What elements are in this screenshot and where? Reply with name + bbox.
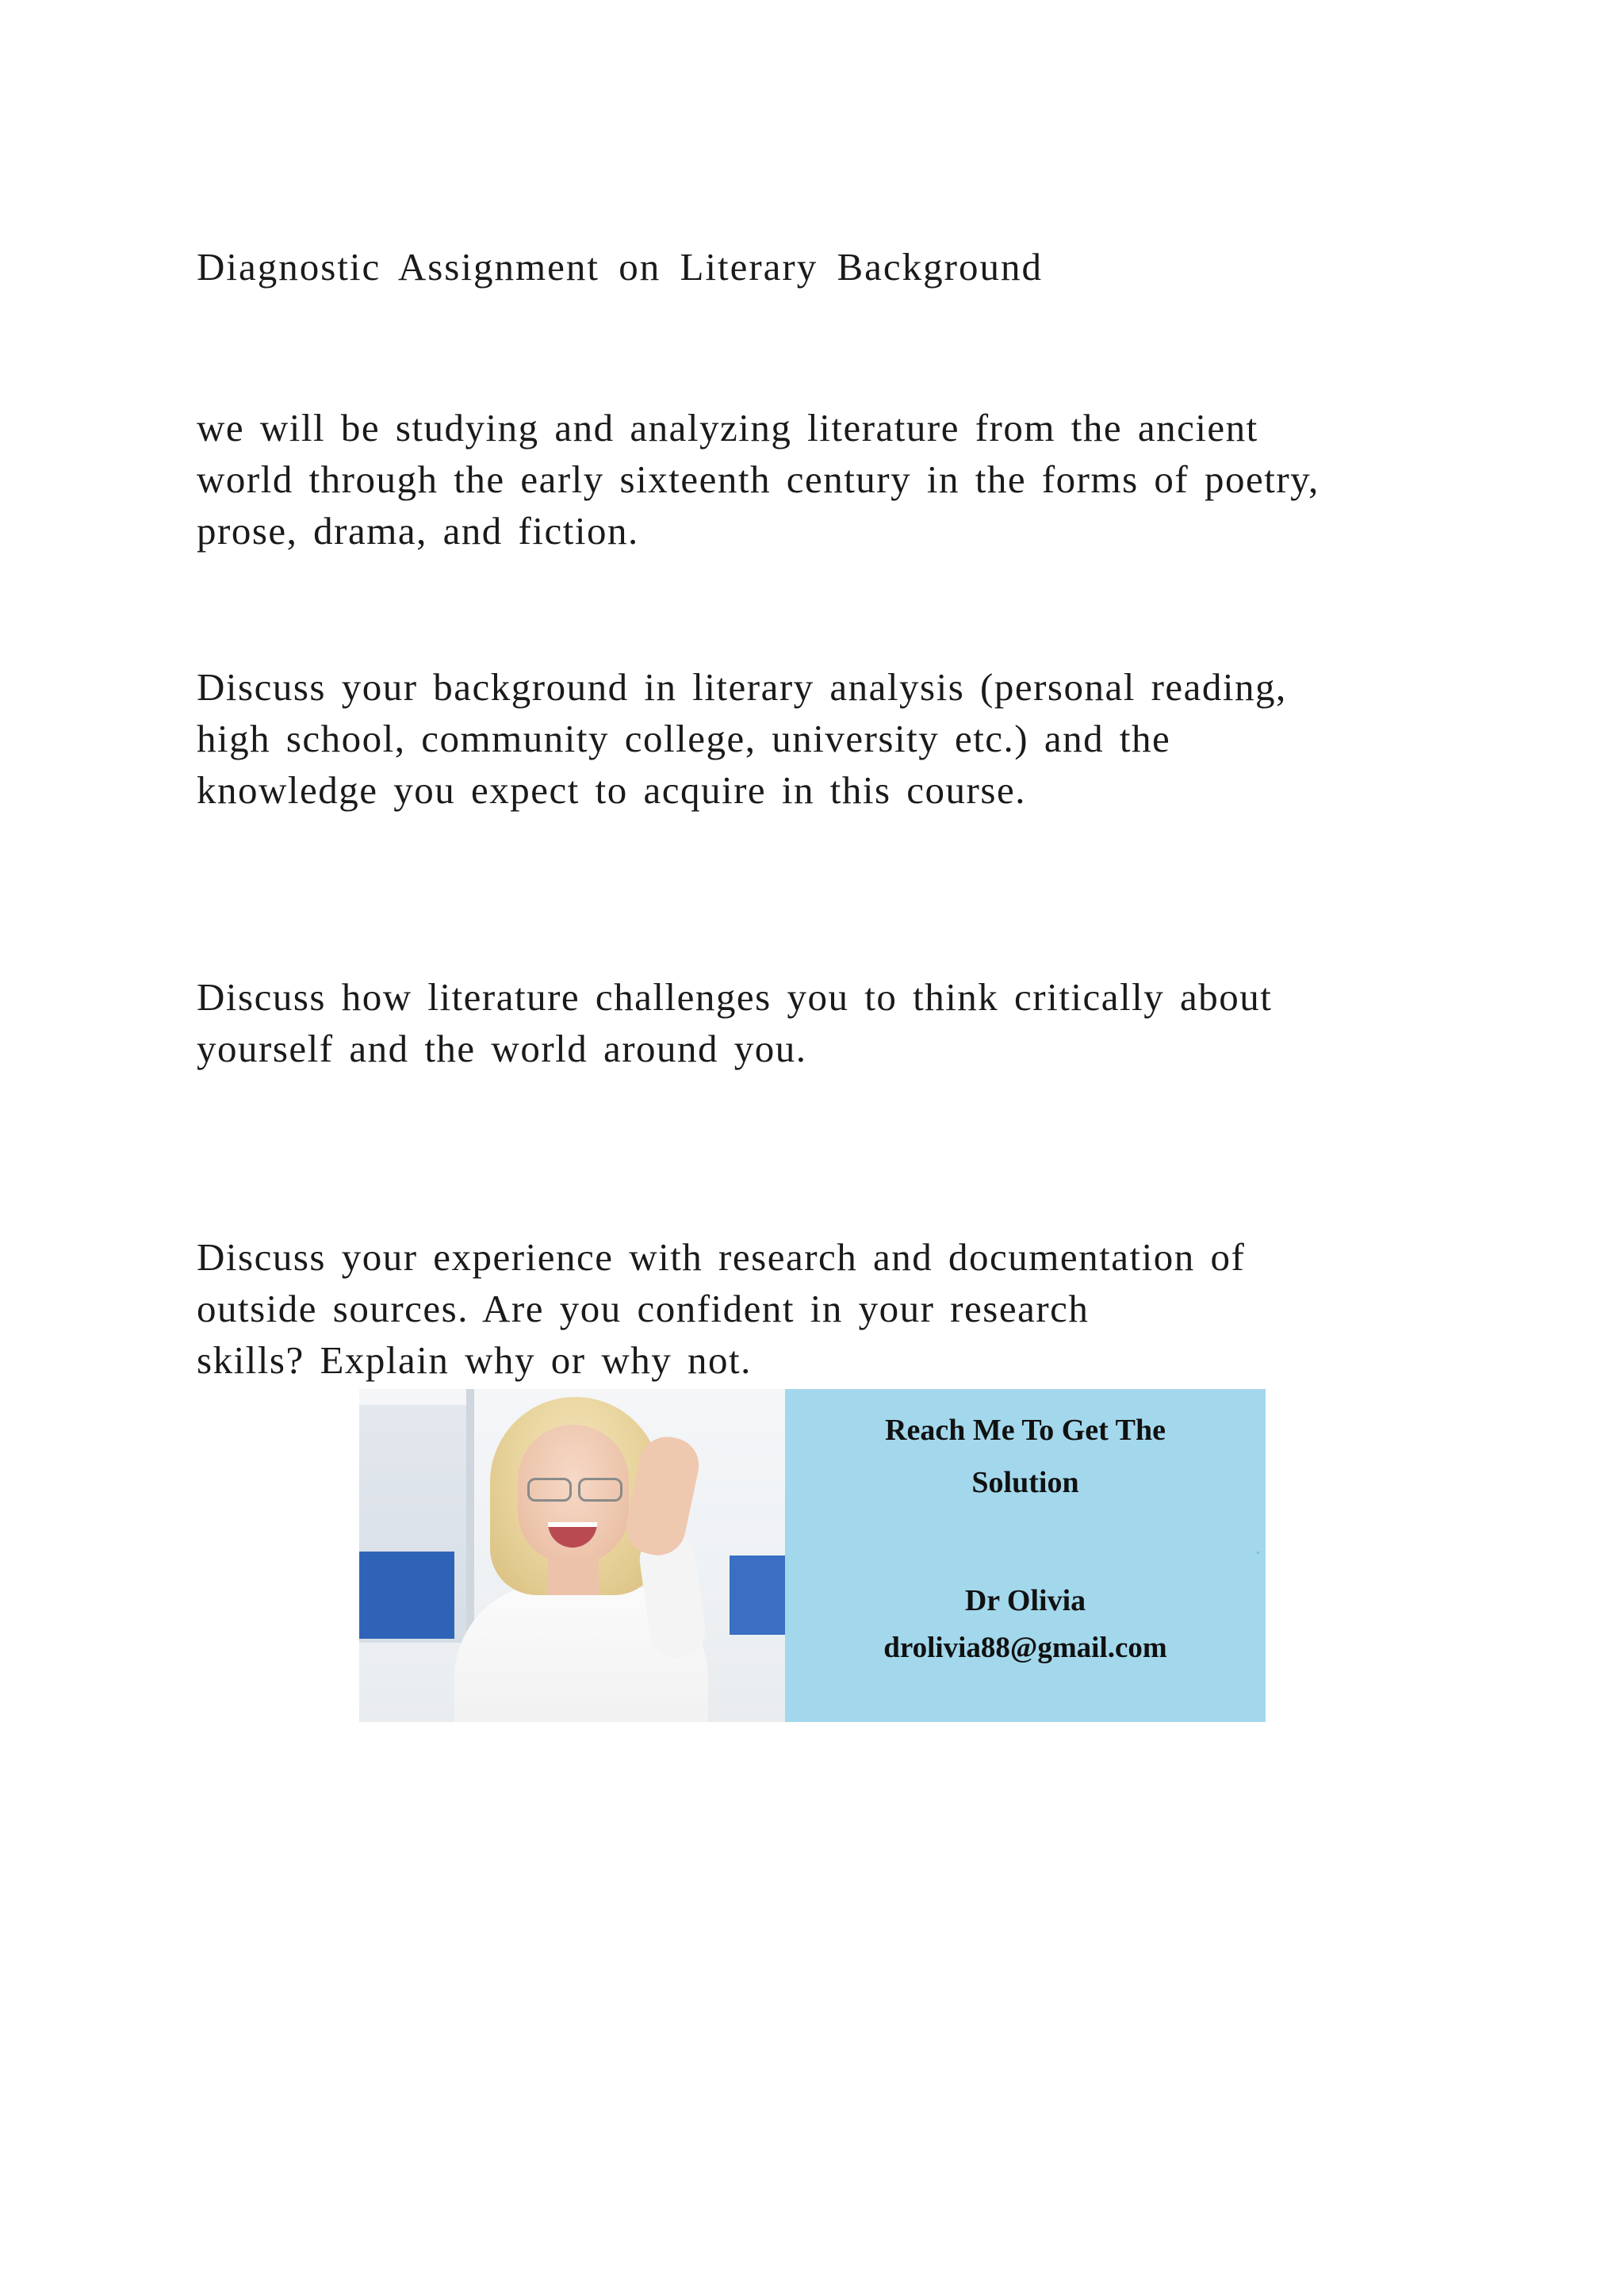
paragraph-course-intro (197, 402, 1320, 557)
contact-heading-line1: Reach Me To Get The (885, 1414, 1166, 1447)
document-title: Diagnostic Assignment on Literary Background (197, 245, 1043, 289)
contact-banner (359, 1389, 1266, 1722)
paragraph-line: skills? Explain why or why not. (197, 1338, 752, 1382)
paragraph-critical-thinking-question (197, 971, 1272, 1074)
contact-email: drolivia88@gmail.com (883, 1632, 1167, 1664)
paragraph-line: prose, drama, and fiction. (197, 509, 639, 553)
background-blue-board (730, 1556, 785, 1635)
background-blue-board (359, 1552, 454, 1639)
paragraph-line: Discuss your background in literary analysis (personal reading, (197, 665, 1287, 709)
paragraph-line: we will be studying and analyzing literature from the ancient (197, 406, 1258, 450)
paragraph-line: outside sources. Are you confident in your research (197, 1287, 1090, 1330)
paragraph-line: knowledge you expect to acquire in this course. (197, 768, 1026, 812)
decorative-dot (1257, 1552, 1259, 1554)
paragraph-background-question (197, 661, 1287, 816)
glasses-icon (524, 1478, 622, 1498)
paragraph-research-question (197, 1231, 1245, 1386)
paragraph-line: Discuss your experience with research and documentation of (197, 1235, 1246, 1279)
contact-heading-line2: Solution (971, 1466, 1079, 1499)
paragraph-line: Discuss how literature challenges you to think critically about (197, 975, 1273, 1019)
paragraph-line: yourself and the world around you. (197, 1027, 807, 1070)
paragraph-line: world through the early sixteenth century in the forms of poetry, (197, 457, 1320, 501)
paragraph-line: high school, community college, university etc.) and the (197, 717, 1171, 760)
woman-photo (359, 1389, 785, 1722)
contact-info-panel (785, 1389, 1266, 1722)
contact-name: Dr Olivia (964, 1584, 1086, 1617)
